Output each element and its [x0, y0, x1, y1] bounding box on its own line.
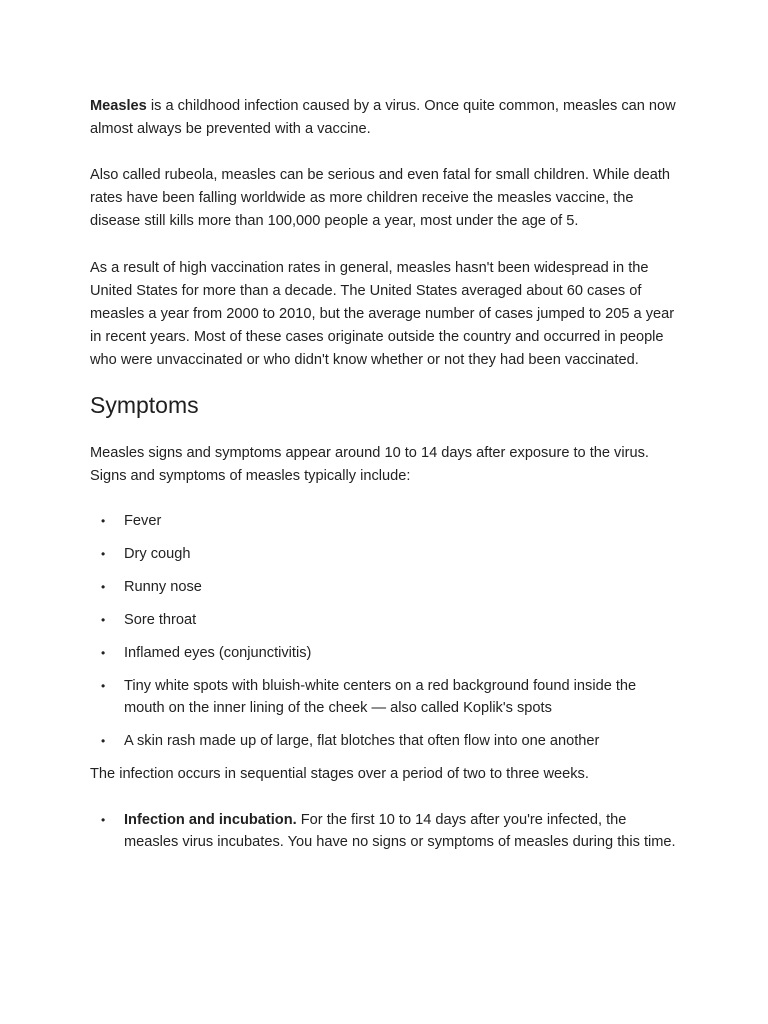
bullet-icon: •: [101, 547, 106, 561]
rubeola-paragraph: Also called rubeola, measles can be serious and even fatal for small children. While death rates have been falling worldwide as more children receive the measles vaccine, the disease still kills more than 100,000 people a year, most under the age of 5.: [90, 167, 671, 229]
bullet-icon: •: [101, 679, 106, 693]
list-item-text: A skin rash made up of large, flat blotches that often flow into one another: [124, 733, 600, 749]
stage-title: Infection and incubation.: [124, 812, 297, 828]
list-item: [90, 675, 680, 719]
stage-text: For the first 10 to 14 days after you're infected, the measles virus incubates. You have no signs or symptoms of measles during this time.: [124, 812, 676, 850]
list-item: [90, 609, 680, 631]
symptoms-list: [90, 510, 680, 752]
list-item: [90, 809, 680, 853]
symptoms-intro: Measles signs and symptoms appear around 10 to 14 days after exposure to the virus. Signs and symptoms of measles typically include:: [90, 445, 649, 484]
list-item: [90, 543, 680, 565]
list-item-text: Tiny white spots with bluish-white centers on a red background found inside the mouth on the inner lining of the cheek — also called Koplik's spots: [124, 678, 637, 716]
stages-intro: The infection occurs in sequential stages over a period of two to three weeks.: [90, 766, 589, 782]
bullet-icon: •: [101, 813, 106, 827]
intro-bold-term: Measles: [90, 98, 147, 114]
article-body: [90, 95, 680, 863]
us-cases-paragraph: As a result of high vaccination rates in general, measles hasn't been widespread in the United States for more than a decade. The United States averaged about 60 cases of measles a year from 2000 to 2010, but the average number of cases jumped to 205 a year in recent years. Most of these cases originate outside the country and occurred in people who were unvaccinated or who didn't know whether or not they had been vaccinated.: [90, 260, 675, 368]
list-item: [90, 510, 680, 532]
bullet-icon: •: [101, 646, 106, 660]
list-item-text: Sore throat: [124, 612, 197, 628]
list-item: [90, 730, 680, 752]
stages-list: [90, 809, 680, 853]
symptoms-heading: Symptoms: [90, 392, 199, 418]
list-item: [90, 642, 680, 664]
intro-paragraph: [90, 95, 680, 141]
list-item-text: Runny nose: [124, 579, 202, 595]
list-item: [90, 576, 680, 598]
list-item-text: Inflamed eyes (conjunctivitis): [124, 645, 312, 661]
intro-text: is a childhood infection caused by a virus. Once quite common, measles can now almost always be prevented with a vaccine.: [90, 98, 676, 137]
bullet-icon: •: [101, 514, 106, 528]
bullet-icon: •: [101, 734, 106, 748]
list-item-text: Fever: [124, 513, 162, 529]
bullet-icon: •: [101, 613, 106, 627]
bullet-icon: •: [101, 580, 106, 594]
list-item-text: Dry cough: [124, 546, 191, 562]
